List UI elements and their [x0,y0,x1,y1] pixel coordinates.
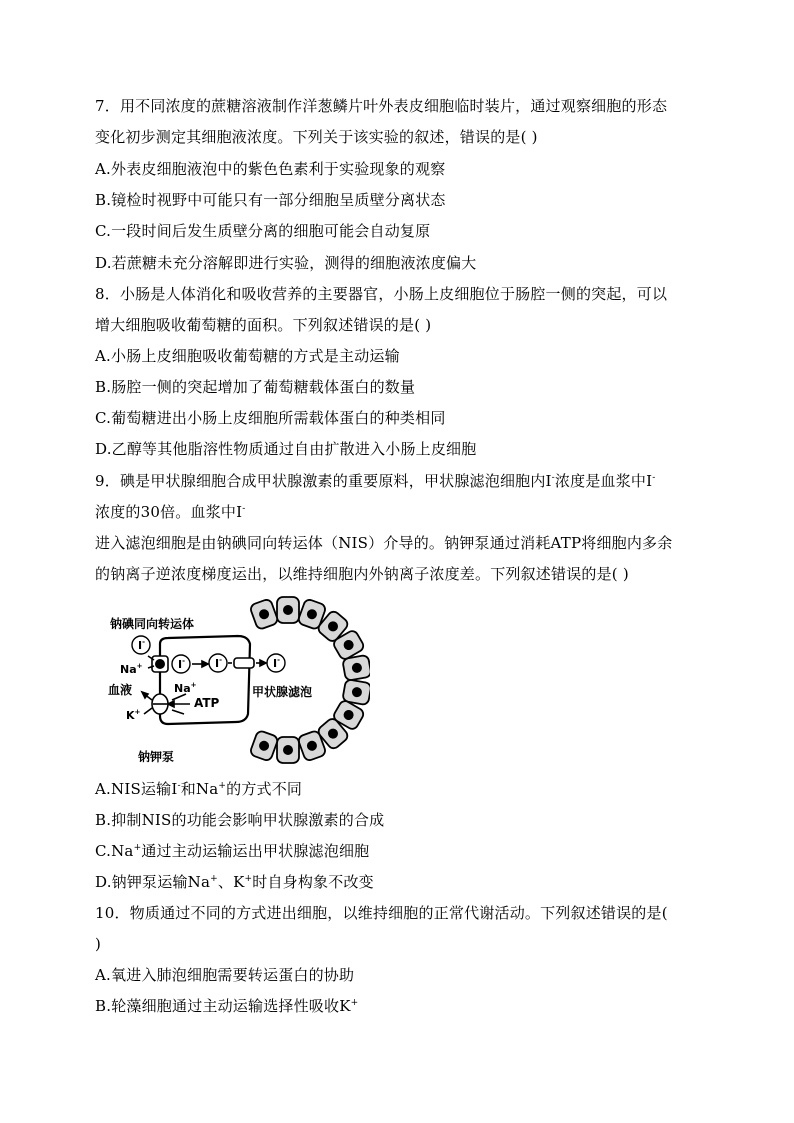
option-text: A.NIS运输I [95,780,178,798]
iodide-icon [132,636,150,654]
label-follicle: 甲状腺滤泡 [252,685,313,699]
q9-option-b: B.抑制NIS的功能会影响甲状腺激素的合成 [95,811,385,829]
label-atp: ATP [194,696,220,710]
q10-stem-line2: ) [95,935,102,953]
superscript: + [244,874,253,884]
q7-stem-line2: 变化初步测定其细胞液浓度。下列关于该实验的叙述，错误的是( ) [95,128,538,146]
option-text: 和Na [180,780,219,798]
follicle-cell [249,598,279,630]
superscript: - [242,504,246,514]
option-text: 时自身构象不改变 [252,873,374,891]
follicle-cell [249,730,279,762]
label-na-right: Na+ [174,681,197,695]
q10-option-b [95,996,358,1016]
q7-option-c: C.一段时间后发生质壁分离的细胞可能会自动复原 [95,222,431,240]
follicle-cell [277,597,299,623]
q8-option-d: D.乙醇等其他脂溶性物质通过自由扩散进入小肠上皮细胞 [95,440,477,458]
option-text: 的方式不同 [226,780,303,798]
superscript: + [350,998,359,1008]
na-k-pump [152,694,168,714]
iodide-icon [172,655,190,673]
q9-stem-line2 [95,502,245,522]
q9-option-d [95,872,374,892]
label-na: Na+ [120,662,143,676]
option-text: 通过主动运输运出甲状腺滤泡细胞 [141,842,370,860]
follicle-cell-ring [249,597,370,763]
q9-stem-text: 9．碘是甲状腺细胞合成甲状腺激素的重要原料，甲状腺滤泡细胞内I [95,472,552,490]
nis-transporter [152,656,168,672]
option-text: B.轮藻细胞通过主动运输选择性吸收K [95,997,351,1015]
svg-text:I-: I- [273,656,280,670]
superscript: + [210,874,218,884]
q9-option-a [95,779,302,799]
q7-option-b: B.镜检时视野中可能只有一部分细胞呈质壁分离状态 [95,191,446,209]
iodide-icon [267,654,285,672]
svg-text:I-: I- [215,656,222,670]
q8-option-a: A.小肠上皮细胞吸收葡萄糖的方式是主动运输 [95,347,400,365]
q7-stem-line1: 7．用不同浓度的蔗糖溶液制作洋葱鳞片叶外表皮细胞临时装片，通过观察细胞的形态 [95,97,668,115]
q7-option-a: A.外表皮细胞液泡中的紫色色素利于实验现象的观察 [95,160,446,178]
q8-stem-line1: 8．小肠是人体消化和吸收营养的主要器官，小肠上皮细胞位于肠腔一侧的突起，可以 [95,285,668,303]
svg-text:I-: I- [138,638,145,652]
superscript: + [218,781,227,791]
follicle-cell [342,655,370,681]
thyroid-follicle-diagram [98,596,370,766]
q9-stem-text: 浓度的30倍。血浆中I [95,503,243,521]
q10-stem-line1: 10．物质通过不同的方式进出细胞，以维持细胞的正常代谢活动。下列叙述错误的是( [95,904,668,922]
superscript: - [177,781,181,791]
iodide-icon [209,654,227,672]
q7-option-d: D.若蔗糖未充分溶解即进行实验，测得的细胞液浓度偏大 [95,254,477,272]
option-text: 、K [217,873,245,891]
q9-stem-text: 浓度是血浆中I [554,472,653,490]
superscript: - [551,473,555,483]
label-nis: 钠碘同向转运体 [110,617,195,631]
q9-stem-line4: 的钠离子逆浓度梯度运出，以维持细胞内外钠离子浓度差。下列叙述错误的是( ) [95,565,629,583]
option-text: D.钠钾泵运输Na [95,873,211,891]
superscript: - [652,473,656,483]
q9-option-c [95,841,369,861]
label-pump: 钠钾泵 [138,750,175,764]
q10-option-a: A.氧进入肺泡细胞需要转运蛋白的协助 [95,966,355,984]
label-k: K+ [126,708,141,722]
q9-stem-line1 [95,471,656,491]
q8-option-c: C.葡萄糖进出小肠上皮细胞所需载体蛋白的种类相同 [95,409,446,427]
follicle-cell [277,737,299,763]
apical-channel [234,658,254,668]
option-text: C.Na [95,842,134,860]
svg-text:I-: I- [178,657,185,671]
label-blood: 血液 [108,683,133,697]
superscript: + [133,843,142,853]
q9-stem-line3: 进入滤泡细胞是由钠碘同向转运体（NIS）介导的。钠钾泵通过消耗ATP将细胞内多余 [95,534,673,552]
q8-stem-line2: 增大细胞吸收葡萄糖的面积。下列叙述错误的是( ) [95,316,432,334]
q8-option-b: B.肠腔一侧的突起增加了葡萄糖载体蛋白的数量 [95,378,416,396]
